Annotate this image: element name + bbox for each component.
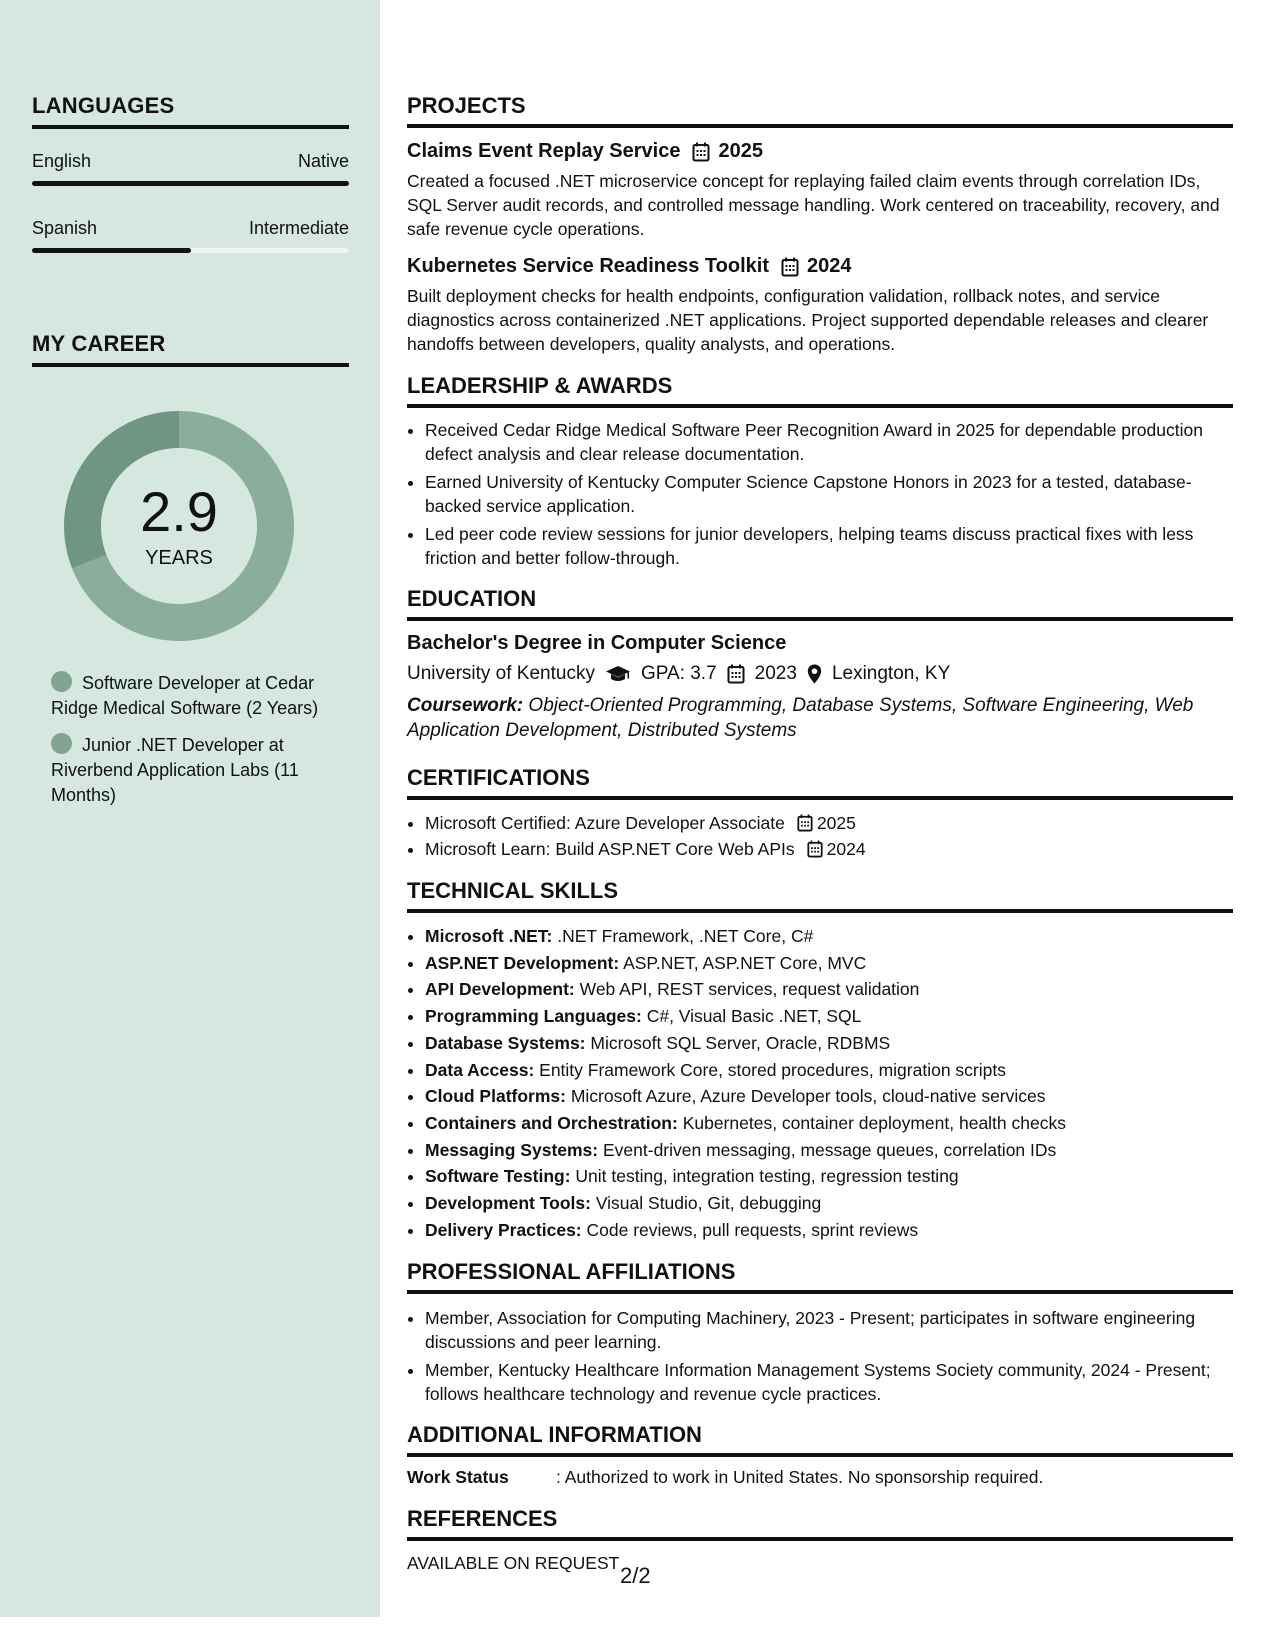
- skill-item: [425, 950, 1233, 977]
- certification-year: 2024: [826, 839, 866, 859]
- list-item: [425, 810, 1233, 836]
- language-level: Intermediate: [248, 218, 349, 238]
- skill-value: C#, Visual Basic .NET, SQL: [641, 1006, 862, 1027]
- references-text: AVAILABLE ON REQUEST: [407, 1553, 620, 1574]
- sidebar: [0, 0, 380, 1617]
- career-years-value: 2.9: [140, 480, 218, 543]
- project-description: Built deployment checks for health endpoints, configuration validation, rollback notes, and service diagnostics across containerized .NET applications. Project supported dependable releases and clearer handoffs between developers, quality analysts, and operations.: [407, 286, 1209, 354]
- main-content: [407, 93, 1233, 1574]
- proficiency-fill: [32, 248, 191, 253]
- skill-label: Microsoft .NET:: [425, 926, 553, 946]
- affiliations-section: [407, 1259, 1233, 1406]
- language-row: [32, 151, 349, 172]
- career-years-unit: YEARS: [145, 547, 213, 569]
- skill-value: Event-driven messaging, message queues, correlation IDs: [598, 1139, 1057, 1160]
- section-divider: [32, 363, 349, 367]
- career-item-text: Junior .NET Developer at Riverbend Application Labs (11 Months): [51, 735, 299, 805]
- proficiency-fill: [32, 181, 349, 186]
- leadership-list: [407, 418, 1233, 570]
- project-heading: [407, 255, 1233, 278]
- list-item: • Member, Kentucky Healthcare Information Management Systems Society community, 2024 - Present; follows healthcare technology and revenue cycle practices.: [425, 1358, 1233, 1406]
- degree-title: Bachelor's Degree in Computer Science: [407, 632, 787, 654]
- language-proficiency-bar: [32, 181, 349, 186]
- section-divider: [407, 796, 1233, 800]
- project-year: 2024: [806, 255, 852, 277]
- calendar-icon: [727, 664, 745, 684]
- coursework-list: Object-Oriented Programming, Database Systems, Software Engineering, Web Application Development, Distributed Systems: [407, 695, 1194, 741]
- list-item: • Member, Association for Computing Machinery, 2023 - Present; participates in software engineering discussions and peer learning.: [425, 1306, 1233, 1354]
- skill-value: Kubernetes, container deployment, health checks: [677, 1112, 1066, 1133]
- skill-label: Data Access:: [425, 1059, 535, 1080]
- skill-value: Web API, REST services, request validation: [574, 979, 920, 1000]
- bullet-dot-icon: [51, 733, 72, 754]
- bullet-dot-icon: [51, 671, 72, 692]
- skill-item: [425, 1083, 1233, 1110]
- section-divider: [32, 125, 349, 129]
- coursework: [407, 693, 1233, 743]
- skill-value: Entity Framework Core, stored procedures, migration scripts: [534, 1059, 1006, 1080]
- donut-center: [64, 411, 294, 641]
- languages-title: LANGUAGES: [32, 93, 175, 118]
- language-name: Spanish: [32, 218, 98, 238]
- project-year: 2025: [718, 140, 763, 162]
- affiliations-list: [407, 1306, 1233, 1406]
- list-item: [425, 836, 1233, 862]
- language-proficiency-bar: [32, 248, 349, 253]
- skill-label: API Development:: [425, 979, 575, 1000]
- work-status-label: Work Status: [407, 1467, 509, 1488]
- language-name: English: [32, 151, 92, 171]
- certifications-section: [407, 765, 1233, 862]
- skill-item: [425, 1030, 1233, 1057]
- skill-item: [425, 1137, 1233, 1164]
- calendar-icon: [692, 142, 710, 162]
- skill-item: [425, 1163, 1233, 1190]
- graduation-year: 2023: [754, 663, 797, 684]
- education-section: [407, 586, 1233, 743]
- projects-title: PROJECTS: [407, 93, 526, 118]
- skill-value: Microsoft Azure, Azure Developer tools, cloud-native services: [565, 1086, 1046, 1107]
- skill-value: Visual Studio, Git, debugging: [590, 1193, 822, 1214]
- skill-value: Microsoft SQL Server, Oracle, RDBMS: [585, 1032, 891, 1053]
- career-item: [51, 671, 331, 721]
- location-pin-icon: [807, 664, 822, 684]
- project-name: Claims Event Replay Service: [407, 140, 681, 162]
- leadership-title: LEADERSHIP & AWARDS: [407, 373, 673, 398]
- skill-item: [425, 1057, 1233, 1084]
- work-status-row: [407, 1467, 1233, 1488]
- section-divider: [407, 1453, 1233, 1457]
- section-divider: [407, 1537, 1233, 1541]
- skill-label: Cloud Platforms:: [425, 1086, 566, 1107]
- skill-label: Messaging Systems:: [425, 1139, 599, 1160]
- section-divider: [407, 617, 1233, 621]
- career-item: [51, 733, 331, 808]
- career-list: [51, 671, 331, 818]
- certifications-title: CERTIFICATIONS: [407, 765, 590, 790]
- project-name: Kubernetes Service Readiness Toolkit: [407, 255, 769, 277]
- work-status-value: : Authorized to work in United States. No sponsorship required.: [556, 1467, 1044, 1488]
- skill-item: [425, 1190, 1233, 1217]
- school-location: Lexington, KY: [831, 663, 951, 684]
- skill-label: Delivery Practices:: [425, 1219, 582, 1240]
- skill-value: Code reviews, pull requests, sprint reviews: [581, 1219, 919, 1240]
- skills-list: [407, 923, 1233, 1243]
- section-divider: [407, 404, 1233, 408]
- school-name: University of Kentucky: [407, 663, 595, 684]
- languages-section: [32, 93, 349, 253]
- list-item: • Led peer code review sessions for junior developers, helping teams discuss practical fixes with less friction and better follow-through.: [425, 522, 1233, 570]
- career-section: [32, 331, 349, 367]
- language-level: Native: [297, 151, 349, 171]
- calendar-icon: [781, 257, 799, 277]
- certifications-list: [407, 810, 1233, 862]
- section-divider: [407, 1290, 1233, 1294]
- additional-info-title: ADDITIONAL INFORMATION: [407, 1422, 702, 1448]
- leadership-section: [407, 373, 1233, 570]
- education-title: EDUCATION: [407, 586, 537, 611]
- additional-info-section: [407, 1422, 1233, 1488]
- skills-title: TECHNICAL SKILLS: [407, 878, 619, 903]
- skill-label: Database Systems:: [425, 1032, 586, 1053]
- skill-label: Containers and Orchestration:: [425, 1112, 678, 1133]
- section-divider: [407, 124, 1233, 128]
- gpa: GPA: 3.7: [640, 663, 717, 684]
- skill-value: .NET Framework, .NET Core, C#: [552, 926, 814, 946]
- references-section: [407, 1506, 1233, 1574]
- language-row: [32, 218, 349, 239]
- graduation-cap-icon: [605, 665, 631, 683]
- skill-item: [425, 976, 1233, 1003]
- skill-label: Development Tools:: [425, 1193, 591, 1214]
- career-donut-chart: [64, 411, 294, 641]
- affiliations-title: PROFESSIONAL AFFILIATIONS: [407, 1259, 736, 1285]
- skill-label: Programming Languages:: [425, 1006, 642, 1027]
- page-number: 2/2: [620, 1563, 651, 1588]
- list-item: • Earned University of Kentucky Computer Science Capstone Honors in 2023 for a tested, database-backed service application.: [425, 470, 1233, 518]
- career-title: MY CAREER: [32, 331, 166, 356]
- list-item: • Received Cedar Ridge Medical Software Peer Recognition Award in 2025 for dependable production defect analysis and clear release documentation.: [425, 418, 1233, 466]
- project-description: Created a focused .NET microservice concept for replaying failed claim events through correlation IDs, SQL Server audit records, and controlled message handling. Work centered on traceability, recovery, and safe revenue cycle operations.: [407, 171, 1220, 239]
- section-divider: [407, 909, 1233, 913]
- skill-item: [425, 1003, 1233, 1030]
- skill-label: Software Testing:: [425, 1166, 571, 1187]
- skill-value: ASP.NET, ASP.NET Core, MVC: [619, 952, 867, 973]
- skill-label: ASP.NET Development:: [425, 952, 620, 973]
- education-meta: [407, 663, 1233, 685]
- references-title: REFERENCES: [407, 1506, 558, 1532]
- projects-section: [407, 93, 1233, 356]
- certification-name: • Microsoft Learn: Build ASP.NET Core Web APIs: [425, 839, 795, 859]
- skills-section: [407, 878, 1233, 1243]
- skill-item: [425, 1110, 1233, 1137]
- calendar-icon: [797, 814, 813, 832]
- certification-name: • Microsoft Certified: Azure Developer Associate: [425, 813, 785, 833]
- project-heading: [407, 140, 1233, 163]
- career-item-text: Software Developer at Cedar Ridge Medical Software (2 Years): [51, 673, 319, 718]
- calendar-icon: [807, 840, 823, 858]
- skill-item: [425, 923, 1233, 950]
- skill-value: Unit testing, integration testing, regression testing: [570, 1166, 959, 1187]
- coursework-label: Coursework:: [407, 695, 524, 716]
- skill-item: [425, 1217, 1233, 1244]
- certification-year: 2025: [816, 813, 856, 833]
